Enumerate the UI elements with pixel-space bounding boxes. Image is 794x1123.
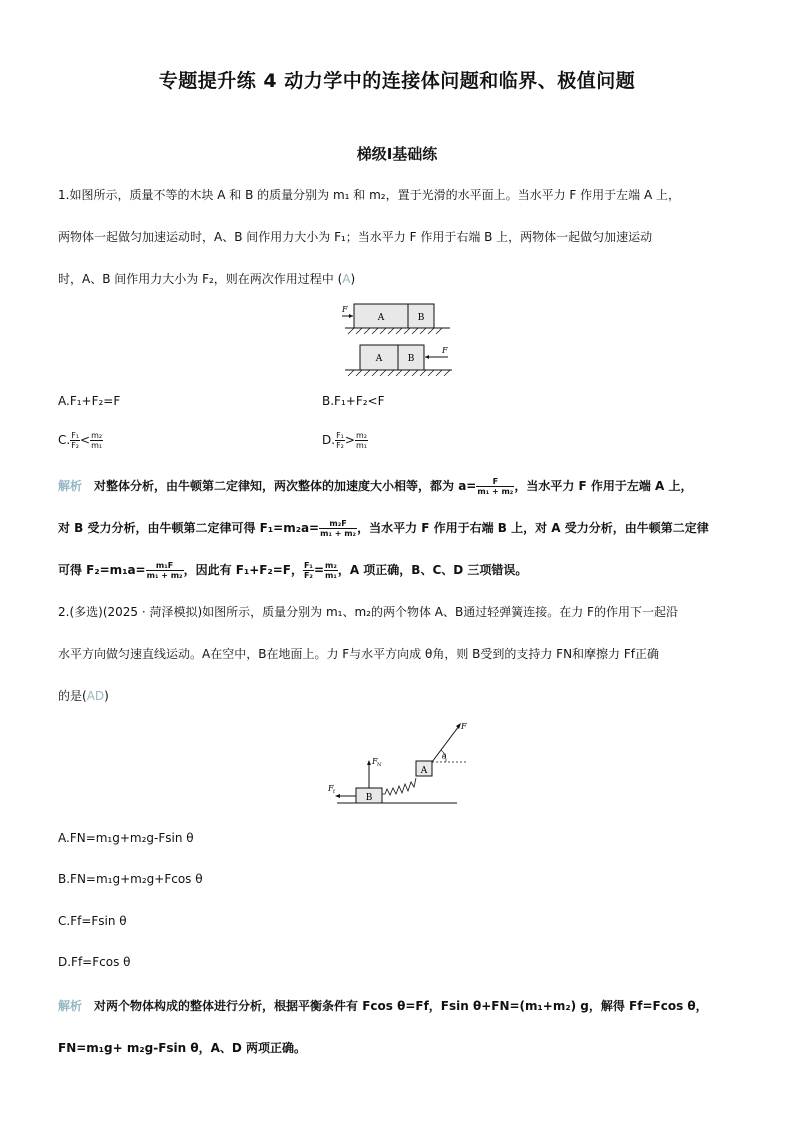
svg-text:F: F [342, 305, 348, 314]
q1-stem-line1: 1.如图所示，质量不等的木块 A 和 B 的质量分别为 m₁ 和 m₂，置于光滑的水平面上。当水平力 F 作用于左端 A 上， [58, 188, 680, 202]
svg-text:A: A [375, 354, 383, 364]
svg-text:F: F [372, 757, 378, 766]
q1-option-a: A.F₁+F₂=F [58, 394, 121, 408]
q1-explanation-line3: 可得 F₂=m₁a= $\frac{\text{m₁F}}{\text{m₁ + m₂}}$ ，因此有 F₁+F₂=F， $\frac{\text{F₁}}{\text{F₂}}$ = $\frac{\text{m₂}}{\text{m₁}}$ ，A 项正确，B、C、D 三项错误。 [58, 561, 528, 580]
q1-option-d: D. $\frac{\text{F₁}}{\text{F₂}}$ > $\frac{\text{m₂}}{\text{m₁}}$ [322, 431, 367, 450]
svg-text:θ: θ [442, 753, 447, 761]
svg-text:F: F [461, 722, 467, 731]
section-heading: 梯级Ⅰ基础练 [356, 145, 438, 163]
q2-option-a: A.FN=m₁g+m₂g-Fsin θ [58, 831, 194, 845]
q1-figure-top [341, 304, 450, 334]
q1-option-c: C. $\frac{\text{F₁}}{\text{F₂}}$ < $\frac{\text{m₂}}{\text{m₁}}$ [58, 431, 103, 450]
q1-figure-bottom [345, 345, 452, 376]
q2-option-c: C.Ff=Fsin θ [58, 914, 127, 928]
q2-explanation-line2: FN=m₁g+ m₂g-Fsin θ，A、D 两项正确。 [58, 1041, 307, 1055]
q1-explanation-line1: 解析 对整体分析，由牛顿第二定律知，两次整体的加速度大小相等，都为 a= $\frac{F}{\text{m₁ + m₂}}$ ，当水平力 F 作用于左端 A 上， [58, 477, 693, 496]
q1-stem-line3: 时，A、B 间作用力大小为 F₂，则在两次作用过程中 (A) [58, 272, 356, 286]
q2-option-d: D.Ff=Fcos θ [58, 955, 131, 969]
spring-icon [382, 778, 416, 795]
page-title: 专题提升练 4 动力学中的连接体问题和临界、极值问题 [158, 70, 636, 92]
svg-text:f: f [333, 789, 335, 795]
q1-figure [340, 298, 460, 380]
q2-stem-line2: 水平方向做匀速直线运动。A在空中，B在地面上。力 F与水平方向成 θ角，则 B受到的支持力 FN和摩擦力 Ff正确 [58, 647, 660, 661]
svg-text:B: B [407, 354, 415, 364]
svg-text:B: B [417, 313, 425, 323]
q1-explanation-line2: 对 B 受力分析，由牛顿第二定律可得 F₁=m₂a= $\frac{\text{m₂F}}{\text{m₁ + m₂}}$ ，当水平力 F 作用于右端 B 上，对 A 受力分析，由牛顿第二定律 [58, 519, 709, 538]
svg-text:A: A [420, 766, 428, 776]
svg-text:F: F [328, 784, 334, 793]
q1-stem-line2: 两物体一起做匀加速运动时，A、B 间作用力大小为 F₁；当水平力 F 作用于右端 B 上，两物体一起做匀加速运动 [58, 230, 653, 244]
q1-option-b: B.F₁+F₂<F [322, 394, 385, 408]
q2-answer: AD [86, 689, 105, 703]
explanation-label: 解析 [58, 999, 83, 1013]
q2-stem-line1: 2.(多选)(2025 · 菏泽模拟)如图所示，质量分别为 m₁、m₂的两个物体 A、B通过轻弹簧连接。在力 F的作用下一起沿 [58, 605, 678, 619]
q1-answer: A [342, 272, 351, 286]
explanation-label: 解析 [58, 479, 83, 493]
svg-text:N: N [377, 762, 382, 768]
q2-figure [322, 716, 472, 808]
q2-stem-line3: 的是(AD) [58, 689, 109, 703]
q2-explanation-line1: 解析 对两个物体构成的整体进行分析，根据平衡条件有 Fcos θ=Ff，Fsin θ+FN=(m₁+m₂) g，解得 Ff=Fcos θ， [58, 999, 708, 1013]
svg-text:B: B [365, 793, 373, 803]
svg-text:F: F [442, 346, 448, 355]
svg-text:A: A [377, 313, 385, 323]
q2-option-b: B.FN=m₁g+m₂g+Fcos θ [58, 872, 203, 886]
